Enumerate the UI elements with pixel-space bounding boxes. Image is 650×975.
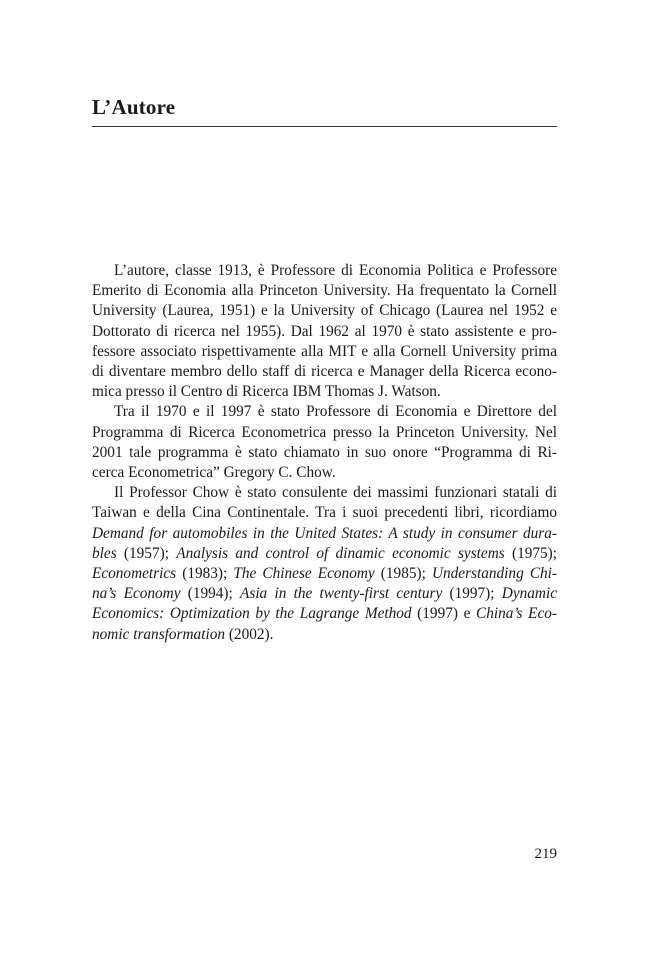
text-line bbox=[92, 625, 557, 645]
text-line: mica presso il Centro di Ricerca IBM Thomas J. Watson. bbox=[92, 383, 441, 401]
text-line: Programma di Ricerca Econometrica presso la Princeton University. Nel bbox=[92, 423, 557, 441]
text-line bbox=[92, 564, 557, 584]
text-line: 2001 tale programma è stato chiamato in suo onore “Programma di Ri- bbox=[92, 443, 557, 461]
book-title: Asia in the twenty-first century bbox=[240, 585, 443, 603]
book-year: (1957); bbox=[116, 544, 177, 562]
text-line: L’autore, classe 1913, è Professore di Economia Politica e Professore bbox=[114, 262, 557, 279]
book-title: bles bbox=[92, 544, 117, 562]
paragraph-3 bbox=[92, 483, 557, 645]
book-year: (2002). bbox=[225, 625, 274, 643]
book-title: na’s Economy bbox=[92, 585, 181, 603]
book-year: (1994); bbox=[180, 585, 241, 603]
book-title: Analysis and control of dinamic economic systems bbox=[176, 544, 505, 562]
text-line: cerca Econometrica” Gregory C. Chow. bbox=[92, 464, 336, 482]
book-year: (1997); bbox=[442, 585, 502, 603]
text-line: Taiwan e della Cina Continentale. Tra i suoi precedenti libri, ricordiamo bbox=[92, 504, 557, 522]
text-line: University (Laurea, 1951) e la University of Chicago (Laurea nel 1952 e bbox=[92, 302, 557, 320]
page-number: 219 bbox=[534, 846, 557, 862]
text-line bbox=[92, 544, 557, 564]
book-title: Understanding Chi- bbox=[431, 565, 558, 583]
text-line bbox=[92, 604, 557, 624]
book-year: (1985); bbox=[374, 565, 432, 583]
book-title: Demand for automobiles in the United States: A study in consumer dura- bbox=[92, 524, 557, 542]
book-year: (1997) e bbox=[411, 605, 477, 623]
book-title: Economics: Optimization by the Lagrange Method bbox=[92, 605, 412, 623]
book-year: (1975); bbox=[504, 544, 558, 562]
book-title: nomic transformation bbox=[92, 625, 226, 643]
text-line: fessore associato rispettivamente alla MIT e alla Cornell University prima bbox=[92, 342, 557, 360]
text-line: Tra il 1970 e il 1997 è stato Professore di Economia e Direttore del bbox=[114, 403, 557, 421]
title-rule bbox=[92, 126, 557, 127]
paragraph-2 bbox=[92, 402, 557, 483]
chapter-title: L’Autore bbox=[92, 95, 176, 119]
paragraph-1 bbox=[92, 261, 557, 402]
text-line: di diventare membro dello staff di ricerca e Manager della Ricerca econo- bbox=[92, 363, 557, 381]
text-line: Emerito di Economia alla Princeton University. Ha frequentato la Cornell bbox=[92, 282, 557, 300]
text-line: Il Professor Chow è stato consulente dei massimi funzionari statali di bbox=[114, 484, 557, 502]
book-title: Econometrics bbox=[92, 565, 177, 583]
book-year: (1983); bbox=[176, 565, 234, 583]
book-title: China’s Eco- bbox=[476, 605, 557, 623]
book-title: The Chinese Economy bbox=[233, 565, 375, 583]
text-line bbox=[92, 584, 557, 604]
text-line: Dottorato di ricerca nel 1955). Dal 1962 al 1970 è stato assistente e pro- bbox=[92, 322, 557, 340]
book-title: Dynamic bbox=[501, 585, 557, 603]
body-text bbox=[92, 261, 557, 645]
